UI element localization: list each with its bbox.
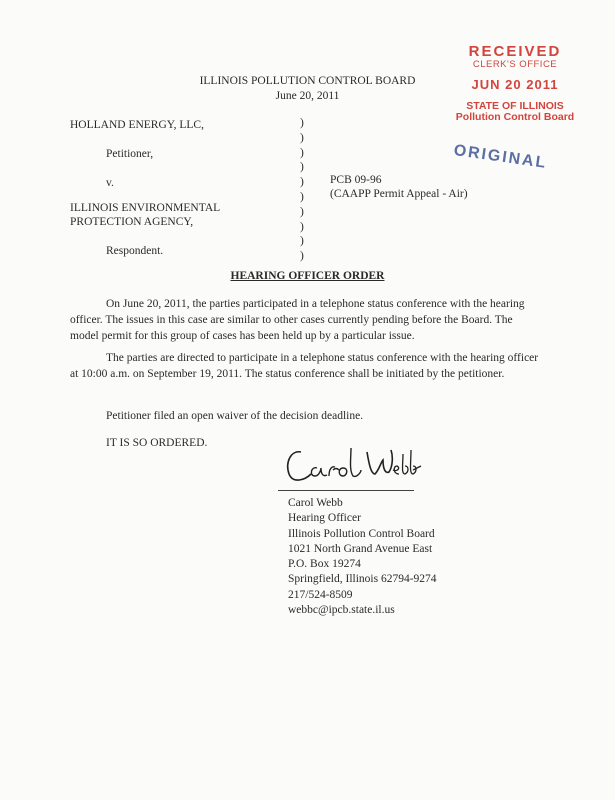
- stamp-board: Pollution Control Board: [455, 111, 575, 124]
- original-stamp: ORIGINAL: [452, 142, 549, 172]
- respondent-name-line2: PROTECTION AGENCY,: [70, 216, 194, 228]
- paragraph-2: The parties are directed to participate in a telephone status conference with the hearing officer at 10:00 a.m. on September 19, 2011. The status conference shall be initiated by the petitioner.: [70, 352, 539, 380]
- handwritten-signature: [283, 440, 423, 488]
- sig-line-pobox: P.O. Box 19274: [288, 558, 361, 571]
- board-name: ILLINOIS POLLUTION CONTROL BOARD: [199, 75, 416, 87]
- stamp-state: STATE OF ILLINOIS: [466, 100, 564, 113]
- caption-parentheses: ) ) ) ) ) ) ) ) ) ): [300, 117, 304, 263]
- stamp-received: RECEIVED: [468, 43, 562, 60]
- respondent-role: Respondent.: [106, 245, 164, 257]
- case-type: (CAAPP Permit Appeal - Air): [330, 188, 468, 200]
- sig-line-name: Carol Webb: [288, 497, 343, 509]
- header-date: June 20, 2011: [275, 90, 340, 102]
- respondent-name-line1: ILLINOIS ENVIRONMENTAL: [70, 202, 221, 214]
- petitioner-role: Petitioner,: [106, 148, 154, 160]
- paragraph-1: On June 20, 2011, the parties participated in a telephone status conference with the hearing officer. The issues in this case are similar to other cases currently pending before the Board. The model permit for this group of cases has been held up by a particular issue.: [70, 298, 525, 342]
- stamp-date: JUN 20 2011: [471, 76, 559, 92]
- sig-line-address: 1021 North Grand Avenue East: [288, 542, 433, 555]
- sig-line-phone: 217/524-8509: [288, 588, 353, 601]
- sig-line-title: Hearing Officer: [288, 512, 361, 525]
- signature-line: [278, 490, 414, 491]
- sig-line-board: Illinois Pollution Control Board: [288, 527, 435, 540]
- versus: v.: [106, 177, 114, 189]
- stamp-clerk-office: CLERK'S OFFICE: [472, 58, 558, 70]
- signature-block: [288, 496, 437, 618]
- so-ordered: IT IS SO ORDERED.: [106, 437, 208, 449]
- case-number: PCB 09-96: [330, 174, 382, 186]
- paragraph-3: Petitioner filed an open waiver of the decision deadline.: [106, 410, 364, 422]
- sig-line-city: Springfield, Illinois 62794-9274: [288, 573, 437, 586]
- order-title: HEARING OFFICER ORDER: [230, 270, 385, 282]
- petitioner-name: HOLLAND ENERGY, LLC,: [70, 119, 204, 131]
- sig-line-email: webbc@ipcb.state.il.us: [288, 604, 395, 617]
